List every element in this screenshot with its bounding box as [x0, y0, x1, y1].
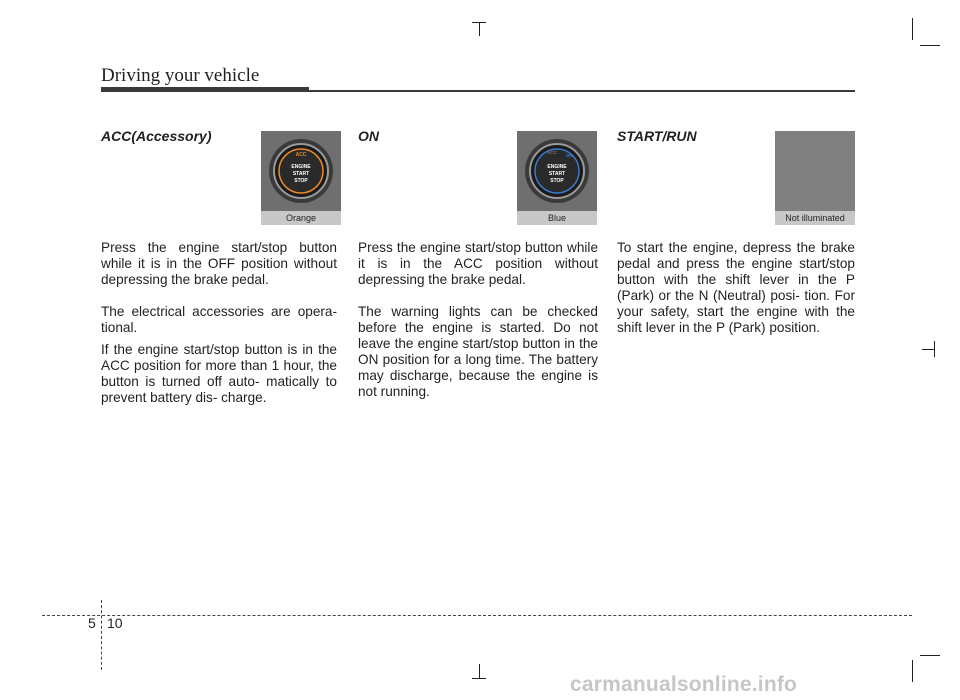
acc-paragraph-3: If the engine start/stop button is in the ACC position for more than 1 hour, the button is turned off auto- matically to prevent battery dis- charge. [101, 342, 337, 405]
crop-mark-right-middle-h [922, 349, 934, 350]
section-title-start-run: START/RUN [617, 128, 697, 144]
acc-button-photo [261, 131, 341, 211]
acc-button-label-start: START [292, 171, 310, 177]
crop-mark-bottom-center-h [472, 678, 486, 679]
footer-rule [42, 615, 912, 616]
watermark: carmanualsonline.info [570, 673, 798, 696]
acc-body [101, 240, 337, 422]
crop-mark-top-center [479, 22, 480, 36]
page-header-title: Driving your vehicle [101, 65, 260, 86]
on-caption: Blue [517, 211, 597, 225]
crop-mark-bottom-right-h [920, 655, 940, 656]
on-button-label-engine: ENGINE [547, 164, 567, 170]
on-button-photo [517, 131, 597, 211]
on-paragraph-2: The warning lights can be checked before the engine is started. Do not leave the engine start/stop button in the ON position for a long time. The battery may discharge, because the engine is not running. [358, 304, 598, 399]
footer-divider [101, 600, 102, 670]
crop-mark-top-right-h [920, 45, 940, 46]
section-title-acc: ACC(Accessory) [101, 128, 212, 144]
on-body [358, 240, 598, 416]
on-button-label-on: ON [565, 153, 573, 158]
start-run-photo-placeholder [775, 131, 855, 211]
chapter-number: 5 [88, 615, 96, 631]
on-button-figure [517, 131, 597, 225]
acc-button-label-stop: STOP [294, 178, 308, 184]
crop-mark-bottom-right-v [912, 660, 913, 682]
on-button-label-stop: STOP [550, 178, 564, 184]
start-run-paragraph-1: To start the engine, depress the brake pedal and press the engine start/stop button with the shift lever in the P (Park) or the N (Neutral) posi- tion. For your safety, start the engine with the shift lever in the P (Park) position. [617, 240, 855, 335]
acc-paragraph-2: The electrical accessories are opera- tional. [101, 304, 337, 335]
on-paragraph-1: Press the engine start/stop button while it is in the ACC position without depressing the brake pedal. [358, 240, 598, 287]
crop-mark-bottom-center [479, 664, 480, 678]
crop-mark-right-middle-v [934, 341, 935, 357]
acc-button-figure [261, 131, 341, 225]
header-rule-accent [101, 87, 309, 92]
section-title-on: ON [358, 128, 379, 144]
acc-paragraph-1: Press the engine start/stop button while it is in the OFF position without depressing the brake pedal. [101, 240, 337, 287]
on-button-label-start: START [548, 171, 566, 177]
crop-mark-top-right-v [912, 18, 913, 40]
acc-button-label-engine: ENGINE [291, 164, 311, 170]
start-run-caption: Not illuminated [775, 211, 855, 225]
start-run-body [617, 240, 855, 352]
acc-button-label-acc: ACC [295, 152, 307, 158]
page-number: 10 [107, 615, 123, 631]
start-run-figure [775, 131, 855, 225]
crop-mark-top-center-h [472, 22, 486, 23]
acc-caption: Orange [261, 211, 341, 225]
on-button-label-acc: ACC [547, 150, 557, 155]
